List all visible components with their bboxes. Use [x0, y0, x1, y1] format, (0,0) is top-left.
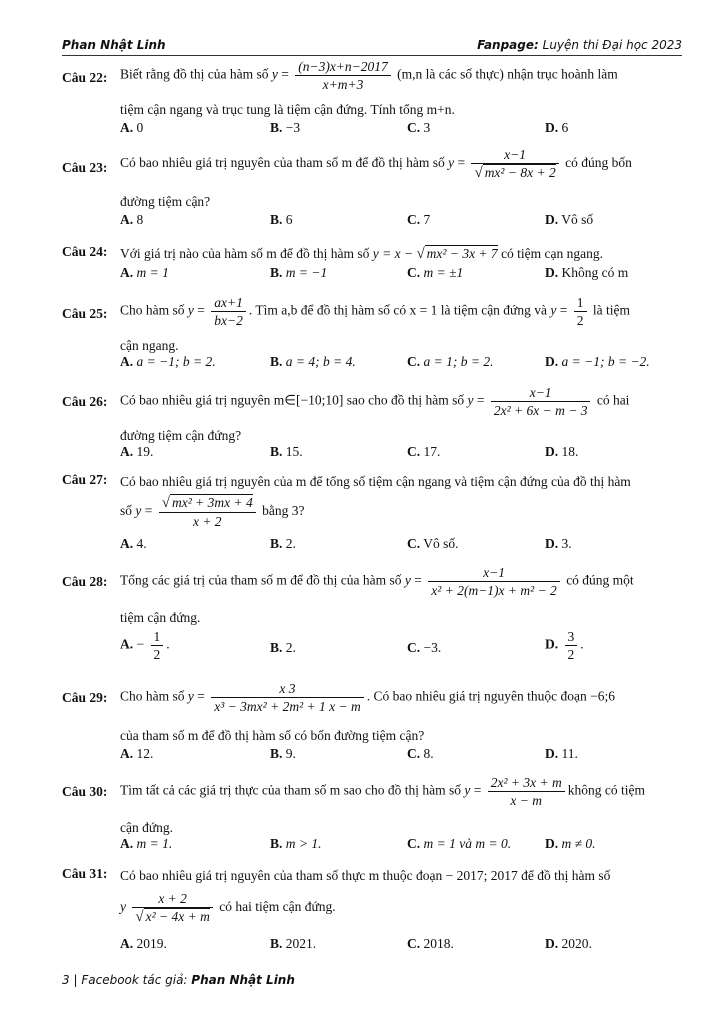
q27-fraction: $\frac{\text{√ mx² + 3mx + 4}}{x + 2}$ — [159, 494, 256, 530]
q27-options: A. 4. B. 2. C. Vô số. D. 3. — [120, 536, 572, 551]
page-footer: 3 | Facebook tác giả: Phan Nhật Linh — [62, 973, 295, 987]
q23-fraction: $\frac{x-1}{\text{√ mx² − 8x + 2}}$ — [471, 146, 558, 182]
q22-fraction: $\frac{(n-3)x+n-2017}{x+m+3}$ — [295, 58, 391, 93]
question-29: Câu 29: Cho hàm số y = $\frac{x 3}{\text{x³ − 3mx² + 2m² + 1 x − m}}$ . Có bao nhiêu giá trị nguyên thuộc đoạn −6;6 của tham số m để đồ thị hàm số có bốn đường tiệm cận? A. 12. B. 9. C. 8. D. 11. — [62, 680, 682, 764]
q28-options: A. − $\frac{1}{2}$ . B. 2. C. −3. D. $\frac{3}{2}$ . — [120, 629, 584, 662]
q31-fraction: $\frac{x + 2}{\text{√ x² − 4x + m}}$ — [132, 890, 213, 926]
question-23: Câu 23: Có bao nhiêu giá trị nguyên của tham số m để đồ thị hàm số y = $\frac{x-1}{\text{√ mx² − 8x + 2}}$ có đúng bốn đường tiệm cận? A. 8 B. 6 C. 7 D. Vô số — [62, 146, 682, 230]
q25-fraction: $\frac{ax+1}{bx-2}$ — [211, 294, 246, 329]
question-24: Câu 24: Với giá trị nào của hàm số m để đồ thị hàm số y = x − √ mx² − 3x + 7 có tiệm cạn ngang. A. m = 1 B. m = −1 C. m = ±1 D. Không có m — [62, 244, 682, 284]
footer-author: Phan Nhật Linh — [191, 973, 295, 987]
question-27: Câu 27: Có bao nhiêu giá trị nguyên của m để tổng số tiệm cận ngang và tiệm cận đứng của đồ thị hàm số y = $\frac{\text{√ mx² + 3mx + 4}}{x + 2}$ bằng 3? A. 4. B. 2. C. Vô số. D. 3. — [62, 472, 682, 556]
q30-options: A. m = 1. B. m > 1. C. m = 1 và m = 0. D. m ≠ 0. — [120, 836, 596, 851]
question-25: Câu 25: Cho hàm số y = $\frac{ax+1}{bx-2}$ . Tìm a,b để đồ thị hàm số có x = 1 là tiệm cận đứng và y = $\frac{1}{2}$ là tiệm cận ngang. A. a = −1; b = 2. B. a = 4; b = 4. C. a = 1; b = 2. D. a = −1; b = −2. — [62, 294, 682, 372]
q30-fraction: $\frac{\text{2x² + 3x + m}}{x - m}$ — [488, 774, 565, 809]
q29-fraction: $\frac{x 3}{\text{x³ − 3mx² + 2m² + 1 x − m}}$ — [211, 680, 363, 715]
q31-options: A. 2019. B. 2021. C. 2018. D. 2020. — [120, 936, 592, 951]
header-rule — [62, 55, 682, 56]
question-31: Câu 31: Có bao nhiêu giá trị nguyên của tham số thực m thuộc đoạn − 2017; 2017 để đồ thị hàm số y $\frac{x + 2}{\text{√ x² − 4x + m}}$ có hai tiệm cận đứng. A. 2019. B. 2021. C. 2018. D. 2020. — [62, 866, 682, 956]
q29-options: A. 12. B. 9. C. 8. D. 11. — [120, 746, 578, 761]
q26-fraction: $\frac{x-1}{\text{2x² + 6x − m − 3}}$ — [491, 384, 591, 419]
question-22: Câu 22: Biết rằng đồ thị của hàm số y = $\frac{(n-3)x+n-2017}{x+m+3}$ (m,n là các số thực) nhận trục hoành làm tiệm cận ngang và trục tung là tiệm cận đứng. Tính tổng m+n. A. 0 B. −3 C. 3 D. 6 — [62, 58, 682, 140]
question-28: Câu 28: Tổng các giá trị của tham số m để đồ thị của hàm số y = $\frac{x-1}{\text{x² + 2(m−1)x + m² − 2}}$ có đúng một tiệm cận đứng. A. − $\frac{1}{2}$ . B. 2. C. −3. D. $\frac{3}{2}$ . — [62, 564, 682, 674]
header-author: Phan Nhật Linh — [62, 38, 166, 52]
question-26: Câu 26: Có bao nhiêu giá trị nguyên m∈[−10;10] sao cho đồ thị hàm số y = $\frac{x-1}{\text{2x² + 6x − m − 3}}$ có hai đường tiệm cận đứng? A. 19. B. 15. C. 17. D. 18. — [62, 384, 682, 462]
q24-options: A. m = 1 B. m = −1 C. m = ±1 D. Không có m — [120, 265, 629, 280]
q26-options: A. 19. B. 15. C. 17. D. 18. — [120, 444, 579, 459]
q25-options: A. a = −1; b = 2. B. a = 4; b = 4. C. a = 1; b = 2. D. a = −1; b = −2. — [120, 354, 650, 369]
page-header — [62, 34, 682, 56]
q22-options: A. 0 B. −3 C. 3 D. 6 — [120, 120, 569, 135]
q23-options: A. 8 B. 6 C. 7 D. Vô số — [120, 212, 594, 227]
header-fanpage: Fanpage: Luyện thi Đại học 2023 — [477, 38, 682, 52]
page-number: 3 — [62, 973, 70, 987]
q28-fraction: $\frac{x-1}{\text{x² + 2(m−1)x + m² − 2}}$ — [428, 564, 560, 599]
question-30: Câu 30: Tìm tất cả các giá trị thực của tham số m sao cho đồ thị hàm số y = $\frac{\text{2x² + 3x + m}}{x - m}$ không có tiệm cận đứng. A. m = 1. B. m > 1. C. m = 1 và m = 0. D. m ≠ 0. — [62, 774, 682, 854]
